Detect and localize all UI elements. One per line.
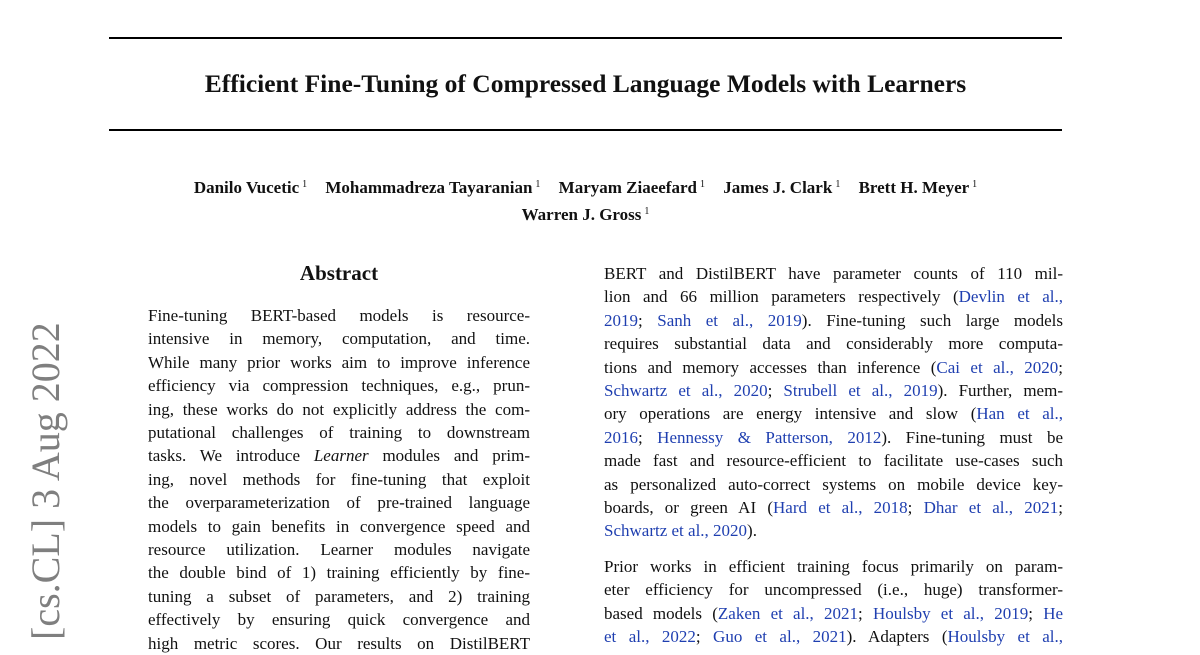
citation-link[interactable]: Zaken et al., 2021 — [717, 603, 859, 623]
citation-link[interactable]: Houlsby et al., 2019 — [872, 603, 1029, 623]
citation-link[interactable]: Houlsby et al., — [947, 627, 1063, 647]
citation-link[interactable]: 2019 — [604, 310, 638, 330]
abstract-line: high metric scores. Our results on DistilBERT — [148, 633, 530, 653]
intro-paragraph-1: BERT and DistilBERT have parameter counts of 110 mil- lion and 66 million parameters respectively (Devlin et al., 2019; Sanh et al., 2019). Fine-tuning such large models requires substantial data and considerably more computa- tions and memory accesses than inference (Cai et al., 2020; Schwartz et al., 2020; Strubell et al., 2019). Further, mem- ory operations are energy intensive and slow (Han et al., 2016; Hennessy & Patterson, 2012). Fine-tuning must be made fast and resource-efficient to facilitate use-cases such as personalized auto-correct systems on mobile device key- boards, or green AI (Hard et al., 2018; Dhar et al., 2021; Schwartz et al., 2020). — [604, 264, 1064, 541]
title-rule-bottom — [109, 129, 1062, 131]
paper-title: Efficient Fine-Tuning of Compressed Language Models with Learners — [204, 69, 967, 98]
author: Maryam Ziaeefard $^1$ — [558, 178, 705, 197]
abstract-line: the double bind of 1) training efficiently by fine- — [148, 563, 530, 583]
abstract-line: ing, these works do not explicitly address the com- — [148, 399, 530, 419]
abstract-line: efficiency via compression techniques, e.g., prun- — [148, 376, 530, 396]
title-rule-top — [109, 37, 1062, 39]
author: James J. Clark $^1$ — [723, 178, 841, 197]
abstract-line: tuning a subset of parameters, and 2) training — [148, 586, 530, 606]
abstract-line: effectively by ensuring quick convergence and — [148, 610, 530, 630]
arxiv-identifier-stamp: [cs.CL] 3 Aug 2022 — [23, 322, 68, 640]
citation-link[interactable]: Hard et al., 2018 — [773, 498, 908, 518]
author-list — [109, 173, 1062, 227]
intro-paragraph-2: Prior works in efficient training focus primarily on param- eter efficiency for uncompressed (i.e., huge) transformer- based models (Zaken et al., 2021; Houlsby et al., 2019; He et al., 2022; Guo et al., 2021). Adapters (Houlsby et al., — [604, 557, 1064, 647]
abstract-text — [148, 304, 530, 655]
author: Brett H. Meyer $^1$ — [858, 178, 978, 197]
citation-link[interactable]: et al., 2022 — [604, 627, 696, 647]
abstract-line: tasks. We introduce Learner modules and prim- — [148, 446, 531, 466]
author: Mohammadreza Tayaranian $^1$ — [325, 178, 541, 197]
citation-link[interactable]: Dhar et al., 2021 — [923, 498, 1059, 518]
citation-link[interactable]: Hennessy & Patterson, 2012 — [657, 427, 882, 447]
citation-link[interactable]: He — [1043, 603, 1064, 623]
learner-term: Learner — [313, 446, 369, 466]
abstract-line: resource utilization. Learner modules navigate — [148, 540, 530, 560]
abstract-line: intensive in memory, computation, and time. — [148, 329, 530, 349]
abstract-line: putational challenges of training to downstream — [148, 423, 530, 443]
abstract-heading: Abstract — [299, 261, 379, 285]
citation-link[interactable]: Schwartz et al., 2020 — [604, 381, 768, 401]
abstract-line: While many prior works aim to improve inference — [148, 352, 530, 372]
abstract-line: ing, novel methods for fine-tuning that exploit — [148, 469, 530, 489]
citation-link[interactable]: Schwartz et al., 2020 — [604, 521, 748, 541]
citation-link[interactable]: Guo et al., 2021 — [713, 627, 847, 647]
citation-link[interactable]: 2016 — [604, 427, 638, 447]
author: Warren J. Gross $^1$ — [521, 205, 650, 224]
citation-link[interactable]: Sanh et al., 2019 — [657, 310, 802, 330]
citation-link[interactable]: Devlin et al., — [958, 287, 1064, 307]
abstract-line: Fine-tuning BERT-based models is resource- — [148, 306, 530, 325]
citation-link[interactable]: Cai et al., 2020 — [936, 357, 1059, 377]
citation-link[interactable]: Han et al., — [976, 404, 1063, 424]
citation-link[interactable]: Strubell et al., 2019 — [783, 381, 938, 401]
abstract-line: models to gain benefits in convergence speed and — [148, 516, 530, 536]
abstract-line: the overparameterization of pre-trained language — [148, 493, 530, 513]
author: Danilo Vucetic $^1$ — [193, 178, 308, 197]
